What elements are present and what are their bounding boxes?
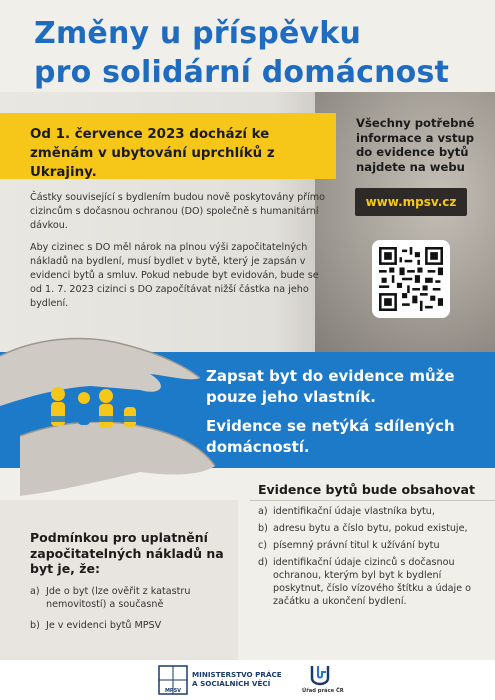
qr-code-icon xyxy=(379,247,443,311)
list-item: d) identifikační údaje cizinců s dočasnou ochranou, kterým byl byt k bydlení poskytnut, číslo vízového štítku a údaje o začátku a ukončení bydlení. xyxy=(258,557,472,607)
list-item: b) adresu bytu a číslo bytu, pokud existuje, xyxy=(258,523,468,534)
mpsv-logo-label: MPSV xyxy=(164,688,182,694)
requirements-title: Podmínkou pro uplatnění započitatelných nákladů na byt je, že: xyxy=(30,530,224,576)
urad-prace-logo-icon xyxy=(308,664,332,686)
list-item: a) Jde o byt (lze ověřit z katastru nemovitostí) a současně xyxy=(30,586,191,610)
intro-paragraph-2: Aby cizinec s DO měl nárok na plnou výši započitatelných nákladů na bydlení, musí bydlet v bytě, který je zapsán v evidenci bytů a smluv. Pokud nebude byt evidován, bude se od 1. 7. 2023 cizinci s DO započítávat nižší částka na jeho bydlení. xyxy=(30,242,319,309)
page-title xyxy=(34,14,474,92)
list-item: b) Je v evidenci bytů MPSV xyxy=(30,620,162,631)
list-item: c) písemný právní titul k užívání bytu xyxy=(258,540,440,551)
date-banner xyxy=(0,113,336,179)
family-figures-icon xyxy=(40,387,150,428)
mpsv-logo-icon xyxy=(158,665,188,695)
owner-notice-text xyxy=(206,366,476,466)
info-text: Všechny potřebné informace a vstup do evidence bytů najdete na webu xyxy=(356,116,475,174)
owner-notice-line-1: Zapsat byt do evidence může pouze jeho vlastník. xyxy=(206,367,455,406)
mpsv-name: MINISTERSTVO PRÁCE A SOCIÁLNÍCH VĚCÍ xyxy=(192,670,282,688)
intro-paragraph-1: Částky související s bydlením budou nově poskytovány přímo cizincům s dočasnou ochranou (DO) společně s humanitární dávkou. xyxy=(30,192,326,231)
evidence-divider xyxy=(250,500,495,501)
hands-family-illustration xyxy=(0,316,220,506)
urad-prace-label: Úřad práce ČR xyxy=(302,688,344,694)
evidence-list xyxy=(258,505,483,612)
qr-code[interactable] xyxy=(372,240,450,318)
list-item: a) identifikační údaje vlastníka bytu, xyxy=(258,506,435,517)
evidence-title: Evidence bytů bude obsahovat xyxy=(258,482,475,497)
owner-notice-line-2: Evidence se netýká sdílených domácností. xyxy=(206,417,455,456)
date-banner-text: Od 1. července 2023 dochází ke změnám v ubytování uprchlíků z Ukrajiny. xyxy=(30,127,275,180)
requirements-list xyxy=(30,585,230,640)
mpsv-link[interactable]: www.mpsv.cz xyxy=(355,188,467,216)
title-line-1: Změny u příspěvku xyxy=(34,16,362,51)
title-line-2: pro solidární domácnost xyxy=(34,55,450,90)
intro-text xyxy=(30,191,330,319)
